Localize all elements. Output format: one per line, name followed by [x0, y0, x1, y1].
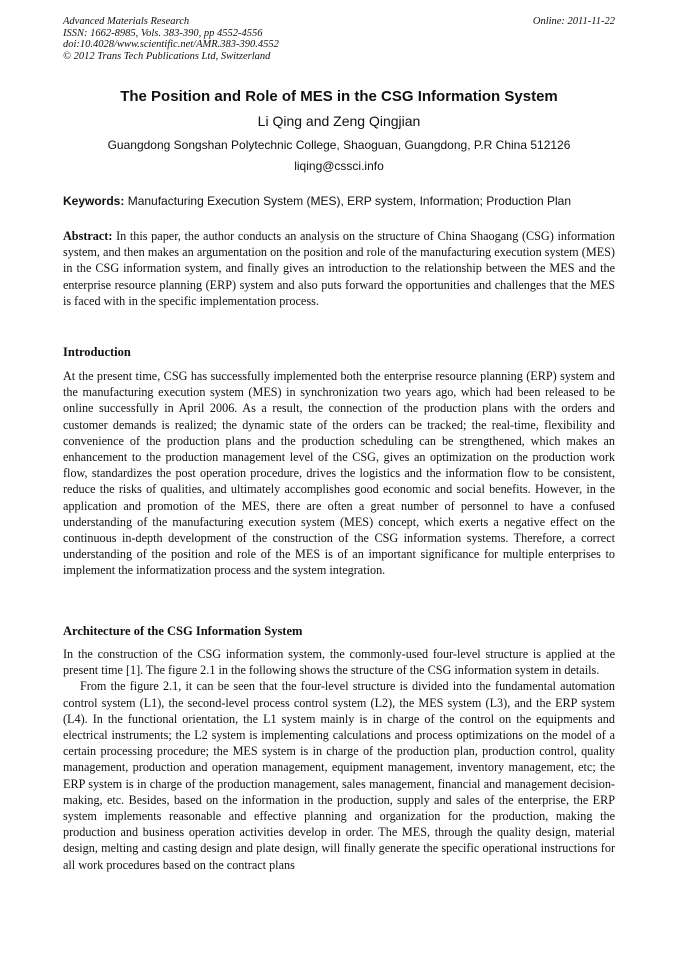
keywords-label: Keywords:	[63, 194, 125, 208]
abstract	[63, 228, 615, 309]
keywords-text: Manufacturing Execution System (MES), ERP system, Information; Production Plan	[127, 194, 571, 208]
doi-line: doi:10.4028/www.scientific.net/AMR.383-390.4552	[63, 39, 279, 51]
issn-line: ISSN: 1662-8985, Vols. 383-390, pp 4552-4556	[63, 27, 263, 39]
architecture-paragraph-1: In the construction of the CSG information system, the commonly-used four-level structure is applied at the present time [1]. The figure 2.1 in the following shows the structure of the CSG information system in details.	[63, 647, 615, 678]
architecture-paragraph-2: From the figure 2.1, it can be seen that the four-level structure is divided into the fundamental automation control system (L1), the second-level process control system (L2), the MES system (L3), and the ERP system (L4). In the functional orientation, the L1 system mainly is in charge of the control on the equipments and electrical instruments; the L2 system is implementing calculations and process optimizations on the model of a certain processing procedure; the MES system is in charge of the production plan, production control, quality management, production and operation management, equipment management, inventory management, etc; the ERP system is in charge of the production management, sales management, financial and management decision-making, etc. Besides, based on the information in the production, supply and sales of the enterprise, the ERP system implements reasonable and effective planning and organization for the production, making the production and business operation activities develop in order. The MES, through the quality design, material design, melting and casting design and plate design, will finally generate the specific operational instructions for all work procedures based on the contract plans	[63, 679, 615, 872]
copyright-line: © 2012 Trans Tech Publications Ltd, Switzerland	[63, 50, 271, 62]
keywords	[63, 194, 615, 208]
online-date: Online: 2011-11-22	[532, 16, 615, 27]
email: liqing@cssci.info	[294, 159, 384, 173]
journal-name: Advanced Materials Research	[63, 16, 190, 27]
introduction-text: At the present time, CSG has successfully implemented both the enterprise resource planning (ERP) system and the manufacturing execution system (MES) in synchronization two years ago, which had been released to be online successfully in April 2006. As a result, the connection of the production plans with the orders and customer demands is realized; the dynamic state of the orders can be tracked; the real-time, flexibility and convenience of the production plans and the production scheduling can be strengthened, which makes an enhancement to the production management level of the CSG, gives an optimization on the production work flow, standardizes the post operation procedure, drives the logistics and the information flow to be consistent, reduce the risks of qualities, and ultimately accomplishes good economic and social benefits. However, in the application and promotion of the MES, there are often a great number of personnel to have a confused understanding of the manufacturing execution system (MES) concept, which exerts a negative effect on the continuous in-depth development of the construction of the CSG information systems. Therefore, a correct understanding of the position and role of the MES is of an important significance for multiple enterprises to implement the informatization process and the system integration.	[63, 369, 615, 578]
architecture-section	[63, 646, 615, 873]
publication-info	[63, 16, 615, 62]
paper-title: The Position and Role of MES in the CSG Information System	[120, 88, 558, 105]
affiliation: Guangdong Songshan Polytechnic College, Shaoguan, Guangdong, P.R China 512126	[107, 138, 571, 152]
abstract-label: Abstract:	[63, 229, 113, 243]
authors: Li Qing and Zeng Qingjian	[257, 113, 421, 129]
abstract-text: In this paper, the author conducts an analysis on the structure of China Shaogang (CSG) information system, and then makes an argumentation on the position and role of the manufacturing execution system (MES) in the CSG information system, and finally gives an introduction to the relationship between the MES and the enterprise resource planning (ERP) system and also puts forward the opportunities and challenges that the MES is faced with in the specific implementation process.	[63, 229, 615, 308]
introduction-heading: Introduction	[63, 345, 131, 359]
architecture-heading: Architecture of the CSG Information System	[63, 624, 303, 638]
